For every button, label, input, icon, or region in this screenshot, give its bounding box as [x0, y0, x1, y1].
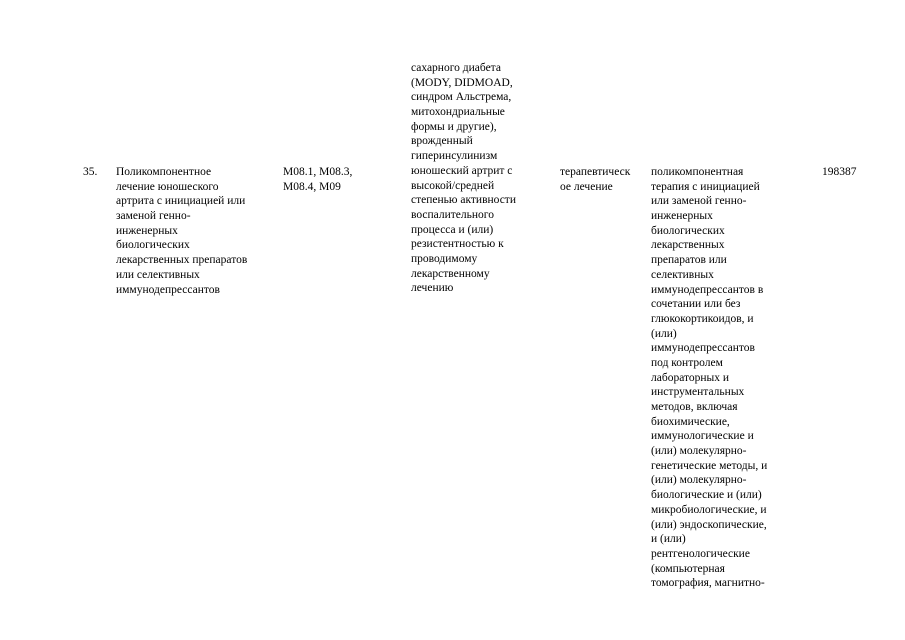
treatment-method-line: лекарственных: [651, 239, 725, 252]
treatment-method-line: (или) молекулярно-: [651, 445, 747, 458]
patient-model-line: проводимому: [411, 252, 478, 265]
patient-model-line: резистентностью к: [411, 238, 504, 251]
patient-model-line: сахарного диабета: [411, 62, 501, 74]
treatment-method-line: биологических: [651, 224, 725, 237]
patient-model-line: митохондриальные: [411, 106, 505, 119]
treatment-method-line: лабораторных и: [651, 371, 730, 384]
treatment-name-line: заменой генно-: [116, 210, 191, 223]
patient-model-line: юношеский артрит с: [411, 164, 513, 177]
patient-model-line: лекарственному: [411, 267, 490, 280]
treatment-method-line: терапия с инициацией: [651, 180, 760, 193]
patient-model-line: синдром Альстрема,: [411, 91, 512, 104]
treatment-method-line: иммунодепрессантов: [651, 342, 755, 355]
patient-model-line: врожденный: [411, 135, 473, 148]
treatment-method-line: (компьютерная: [651, 562, 725, 575]
treatment-method-line: генетические методы, и: [651, 459, 768, 472]
treatment-name-line: лекарственных препаратов: [116, 254, 248, 267]
treatment-name-line: или селективных: [116, 268, 200, 281]
treatment-method-line: инструментальных: [651, 386, 745, 399]
treatment-method-line: поликомпонентная: [651, 166, 744, 178]
treatment-method-line: методов, включая: [651, 401, 738, 413]
patient-model-line: воспалительного: [411, 208, 494, 221]
treatment-type-cell: [560, 165, 630, 194]
treatment-method-line: (или): [651, 327, 677, 340]
patient-model-line: процесса и (или): [411, 223, 494, 236]
treatment-name-line: инженерных: [116, 224, 178, 237]
treatment-method-line: глюкокортикоидов, и: [651, 312, 754, 325]
treatment-method-line: под контролем: [651, 356, 723, 369]
treatment-method-line: (или) эндоскопические,: [651, 518, 767, 531]
treatment-method-line: селективных: [651, 268, 714, 281]
treatment-type-line: терапевтическ: [560, 166, 631, 178]
treatment-method-line: биологические и (или): [651, 489, 762, 502]
treatment-method-line: или заменой генно-: [651, 195, 747, 208]
treatment-type-line: ое лечение: [560, 180, 613, 193]
treatment-method-line: (или) молекулярно-: [651, 474, 747, 487]
patient-model-cell: [411, 61, 516, 296]
icd-codes-cell: [283, 165, 352, 194]
cost-value: 198387: [822, 166, 857, 178]
treatment-method-line: препаратов или: [651, 254, 727, 267]
treatment-name-line: Поликомпонентное: [116, 166, 212, 178]
treatment-name-line: биологических: [116, 239, 190, 252]
treatment-method-line: микробиологические, и: [651, 503, 767, 516]
patient-model-line: (MODY, DIDMOAD,: [411, 76, 513, 89]
patient-model-line: высокой/средней: [411, 179, 495, 192]
treatment-method-line: иммунологические и: [651, 430, 754, 443]
row-number: [83, 165, 97, 180]
treatment-method-line: и (или): [651, 533, 686, 546]
treatment-name-line: иммунодепрессантов: [116, 283, 220, 296]
treatment-name-cell: [116, 165, 247, 297]
treatment-name-line: артрита с инициацией или: [116, 195, 246, 208]
icd-codes-line: M08.1, M08.3,: [283, 166, 353, 178]
treatment-method-line: сочетании или без: [651, 298, 741, 311]
row-number-text: 35.: [83, 166, 98, 178]
cost-cell: [822, 165, 857, 180]
icd-codes-line: M08.4, M09: [283, 180, 341, 193]
treatment-method-line: иммунодепрессантов в: [651, 283, 764, 296]
treatment-method-cell: [651, 165, 767, 591]
treatment-name-line: лечение юношеского: [116, 180, 219, 193]
treatment-method-line: биохимические,: [651, 415, 730, 428]
treatment-method-line: томография, магнитно-: [651, 577, 765, 590]
patient-model-line: лечению: [411, 282, 454, 295]
patient-model-line: гиперинсулинизм: [411, 150, 498, 163]
patient-model-line: степенью активности: [411, 194, 516, 207]
patient-model-line: формы и другие),: [411, 120, 497, 133]
treatment-method-line: инженерных: [651, 210, 713, 223]
treatment-method-line: рентгенологические: [651, 547, 750, 560]
